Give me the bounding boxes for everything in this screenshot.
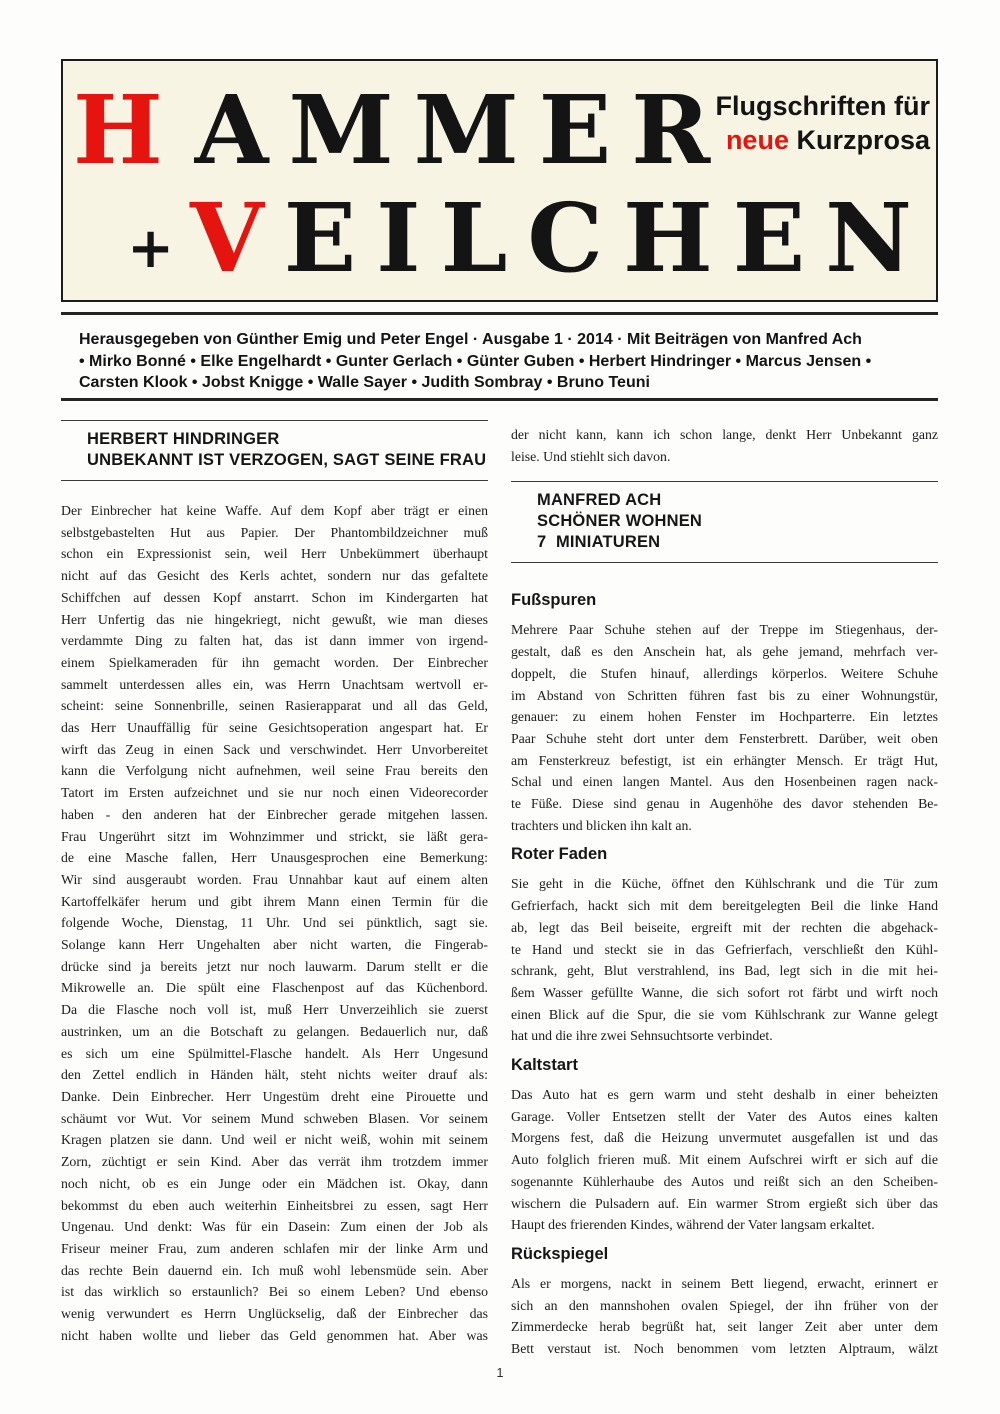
article-title: UNBEKANNT IST VERZOGEN, SAGT SEINE FRAU bbox=[87, 451, 487, 469]
text-line: schrank, geht, Blut verstrahlend, ins Bad, legt sich in die mit hei- bbox=[511, 963, 938, 979]
text-line: Schiffchen auf dessen Kopf anstarrt. Schon im Kindergarten hat bbox=[61, 589, 488, 605]
text-line: Zorn, züchtigt er sein Kind. Aber das verrät ihm trotzdem immer bbox=[61, 1154, 488, 1170]
section-paragraph bbox=[511, 619, 938, 836]
text-line: Auto folglich frieren muß. Mit einem Aufschrei wirft er sich auf die bbox=[511, 1152, 938, 1168]
text-line: Wir sind ausgeraubt worden. Frau Unnahbar kaut auf einem alten bbox=[61, 871, 488, 887]
text-line: Mikrowelle an. Die spült eine Flaschenpost auf das Küchenbord. bbox=[61, 980, 488, 996]
text-line: Tatort im Ersten aufzeichnet und sie nur noch einen Videorecorder bbox=[61, 785, 488, 801]
text-line: Gefrierfach, hackt sich mit dem bereitgelegten Beil die linke Hand bbox=[511, 898, 938, 914]
text-line: Bett verstaut ist. Noch benommen vom letzten Alptraum, wälzt bbox=[511, 1341, 938, 1357]
text-line: nicht haben wollte und lieber das Geld genommen hat. Aber was bbox=[61, 1327, 488, 1343]
text-line: ßem Wasser gefüllte Wanne, die sich sofort rot färbt und wirft noch bbox=[511, 984, 938, 1000]
text-line: Haupt des frierenden Kindes, während der Vater langsam erkaltet. bbox=[511, 1217, 875, 1233]
text-line: Der Einbrecher hat keine Waffe. Auf dem Kopf aber trägt er einen bbox=[61, 503, 488, 518]
text-line: Als er morgens, nackt in seinem Bett liegend, erwacht, erinnert er bbox=[511, 1275, 938, 1291]
text-line: te Hand und steckt sie in das Gefrierfach, verschließt den Kühl- bbox=[511, 941, 938, 957]
masthead-title-line1 bbox=[73, 75, 936, 186]
text-line: schon ein Expressionist sein, weil Herr Unbekümmert überhaupt bbox=[61, 546, 488, 562]
text-line: Sie geht in die Küche, öffnet den Kühlschrank und die Tür zum bbox=[511, 876, 938, 892]
text-line: de eine Masche fallen, Herr Unausgesprochen eine Bemerkung: bbox=[61, 850, 488, 866]
text-line: • Mirko Bonné • Elke Engelhardt • Gunter Gerlach • Günter Guben • Herbert Hindringer • Marcus Jensen • bbox=[79, 352, 872, 370]
text-line: Carsten Klook • Jobst Knigge • Walle Sayer • Judith Sombray • Bruno Teuni bbox=[79, 374, 650, 391]
text-line: einem Spielkameraden für ihn gemacht worden. Der Einbrecher bbox=[61, 654, 488, 670]
masthead-subtitle bbox=[716, 89, 931, 157]
text-line: wirft das Zeug in einen Sack und verschwindet. Herr Unvorbereitet bbox=[61, 741, 488, 757]
masthead-title-ammer: AMMER bbox=[194, 75, 731, 186]
section-paragraph bbox=[511, 873, 938, 1047]
text-line: scheint: seine Sonnenbrille, seinen Rasierapparat und all das Geld, bbox=[61, 698, 488, 714]
text-line: den Zettel endlich in Händen hält, steht nichts weiter drauf als: bbox=[61, 1067, 488, 1083]
column-left bbox=[61, 420, 488, 1346]
masthead-title-eilchen: EILCHEN bbox=[283, 183, 932, 294]
subtitle-kurzprosa: Kurzprosa bbox=[788, 125, 930, 155]
plus-sign: + bbox=[127, 215, 175, 281]
text-line: trachters und blicken ihn kalt an. bbox=[511, 817, 692, 833]
masthead-initial-h: H bbox=[73, 75, 183, 186]
text-line: kann die Verfolgung nicht aufnehmen, weil seine Frau bereits den bbox=[61, 763, 488, 779]
text-line: nicht auf das Gesicht des Kerls achtet, sondern nur das gefaltete bbox=[61, 568, 488, 584]
text-line: im Abstand von Schritten führen fast bis zu einer Wohnungstür, bbox=[511, 687, 938, 703]
text-line: folgende Woche, Dienstag, 11 Uhr. Und sei pünktlich, sagt sie. bbox=[61, 915, 488, 931]
section-heading: Roter Faden bbox=[511, 845, 608, 864]
text-line: wischern die Pulsadern auf. Ein warmer Strom ergießt sich über das bbox=[511, 1195, 938, 1211]
section-paragraph bbox=[511, 1273, 938, 1360]
article-header-hindringer bbox=[61, 420, 488, 481]
imprint bbox=[79, 329, 929, 394]
text-line: schäumt vor Wut. Vor seinem Mund schweben Blasen. Vor seinem bbox=[61, 1110, 488, 1126]
text-line: Das Auto hat es gern warm und steht deshalb in einer beheizten bbox=[511, 1087, 938, 1103]
subtitle-neue: neue bbox=[725, 125, 789, 155]
text-line: das rechte Bein dauernd ein. Ich muß wohl lebensmüde sein. Aber bbox=[61, 1262, 488, 1278]
masthead-title-line2 bbox=[63, 183, 932, 294]
article-continuation bbox=[511, 424, 938, 467]
text-line: wenig verwundert es Herrn Unglückselig, daß der Einbrecher das bbox=[61, 1306, 488, 1322]
article-author: MANFRED ACH bbox=[537, 491, 662, 510]
text-line: Frau Ungerührt sitzt im Wohnzimmer und strickt, sie läßt gera- bbox=[61, 828, 488, 844]
text-line: ist das wirklich so erstaunlich? Bei so einem Leben? Und ebenso bbox=[61, 1284, 488, 1300]
text-line: am Fensterkreuz befestigt, ist ein erhängter Mensch. Er trägt Hut, bbox=[511, 752, 938, 768]
text-line: sammelt unterdessen alles ein, was Herrn Unachtsam wertvoll er- bbox=[61, 676, 488, 692]
article-subtitle: 7 MINIATUREN bbox=[537, 533, 661, 552]
text-line: hat und die ihre zwei Sehnsuchtsorte verbindet. bbox=[511, 1028, 773, 1044]
text-line: genauer: zu einem hohen Fenster im Hochparterre. Ein letztes bbox=[511, 709, 938, 725]
text-line: sich an den mannshohen ovalen Spiegel, der ihn früher von der bbox=[511, 1297, 938, 1313]
text-line: Kartoffelkäfer herum und gibt ihrem Mann einen Termin für die bbox=[61, 893, 488, 909]
text-line: Danke. Dein Einbrecher. Herr Ungestüm dreht eine Pirouette und bbox=[61, 1088, 488, 1104]
text-line: te Füße. Diese sind genau in Augenhöhe des davor stehenden Be- bbox=[511, 796, 938, 812]
text-line: Schal und einen langen Mantel. Aus den Hosenbeinen ragen nack- bbox=[511, 774, 938, 790]
text-line: selbstgebastelten Hut aus Papier. Der Phantombildzeichner muß bbox=[61, 524, 488, 540]
text-line: Herausgegeben von Günther Emig und Peter Engel · Ausgabe 1 · 2014 · Mit Beiträgen von Manfred Ach bbox=[79, 331, 862, 348]
page-number: 1 bbox=[496, 1366, 504, 1380]
masthead bbox=[61, 59, 938, 302]
text-line: Friseur meiner Frau, zum anderen schlafen mir der linke Arm und bbox=[61, 1240, 488, 1256]
text-line: Solange kann Herr Ungehalten aber nicht warten, die Fingerab- bbox=[61, 937, 488, 953]
article-title: SCHÖNER WOHNEN bbox=[537, 512, 703, 531]
subtitle-line1: Flugschriften für bbox=[715, 91, 930, 121]
section-heading: Fußspuren bbox=[511, 591, 597, 610]
section-paragraph bbox=[511, 1084, 938, 1236]
text-line: es sich um eine Spülmittel-Flasche handelt. Als Herr Ungesund bbox=[61, 1045, 488, 1061]
text-line: sogenannte Kühlerhaube des Autos und reißt sich an den Scheiben- bbox=[511, 1173, 938, 1189]
text-line: austrinken, um an die Botschaft zu gelangen. Bedauerlich nur, daß bbox=[61, 1023, 488, 1039]
text-line: doppelt, die Stufen hinauf, allerdings körperlos. Weitere Schuhe bbox=[511, 665, 938, 681]
text-line: Herr Unfertig das nie hingekriegt, nicht gewußt, wie man dieses bbox=[61, 611, 488, 627]
text-line: gestalt, daß es den Anschein hat, als gehe jemand, mehrfach ver- bbox=[511, 644, 938, 660]
text-line: ab, legt das Beil beiseite, ergreift mit der rechten die abgehack- bbox=[511, 919, 938, 935]
text-line: Da die Flasche noch voll ist, muß Herr Unverzeihlich sie zuerst bbox=[61, 1002, 488, 1018]
subtitle-line2 bbox=[716, 123, 931, 157]
article-sections bbox=[511, 589, 938, 1359]
text-line: bekommst du eben auch weiterhin Einheitsbrei zu essen, sagt Herr bbox=[61, 1197, 488, 1213]
text-line: drücke sind ja bereits jetzt nur noch lauwarm. Darum stellt er die bbox=[61, 958, 488, 974]
text-line: noch nicht, ob es ein Junge oder ein Mädchen ist. Okay, dann bbox=[61, 1175, 488, 1191]
text-line: Mehrere Paar Schuhe stehen auf der Treppe im Stiegenhaus, der- bbox=[511, 622, 938, 638]
article-author: HERBERT HINDRINGER bbox=[87, 430, 280, 448]
text-line: verdammte Ding zu falten hat, das ist dann immer von irgend- bbox=[61, 633, 488, 649]
text-line: Paar Schuhe steht dort unter dem Fensterbrett. Darüber, weit oben bbox=[511, 730, 938, 746]
text-line: Zimmerdecke herab begrüßt hat, seit langer Zeit aber unter dem bbox=[511, 1319, 938, 1335]
article-body bbox=[61, 500, 488, 1346]
imprint-rule-top bbox=[61, 312, 938, 315]
text-line: Garage. Voller Entsetzen stellt der Vater des Autos eines kalten bbox=[511, 1108, 938, 1124]
text-line: haben - den anderen hat der Einbrecher gerade mitgehen lassen. bbox=[61, 806, 488, 822]
text-line: leise. Und stiehlt sich davon. bbox=[511, 448, 671, 464]
text-line: Kragen platzen sie dann. Und weil er nicht weiß, wohin mit seinem bbox=[61, 1132, 488, 1148]
imprint-rule-bottom bbox=[61, 398, 938, 401]
article-header-ach bbox=[511, 481, 938, 563]
masthead-initial-v: V bbox=[190, 183, 284, 294]
column-right bbox=[511, 420, 938, 1360]
section-heading: Kaltstart bbox=[511, 1056, 578, 1075]
text-line: einen Blick auf die Spur, die sie vom Kühlschrank zur Wanne gelegt bbox=[511, 1006, 938, 1022]
text-line: das Herr Unauffällig für seine Gesichtsoperation angespart hat. Er bbox=[61, 720, 488, 736]
text-line: Morgens fest, daß die Heizung unvermutet ausgefallen ist und das bbox=[511, 1130, 938, 1146]
text-line: der nicht kann, kann ich schon lange, denkt Herr Unbekannt ganz bbox=[511, 427, 938, 442]
section-heading: Rückspiegel bbox=[511, 1244, 609, 1263]
text-line: Ungenau. Und denkt: Was für ein Dasein: Zum einen der Job als bbox=[61, 1219, 488, 1235]
